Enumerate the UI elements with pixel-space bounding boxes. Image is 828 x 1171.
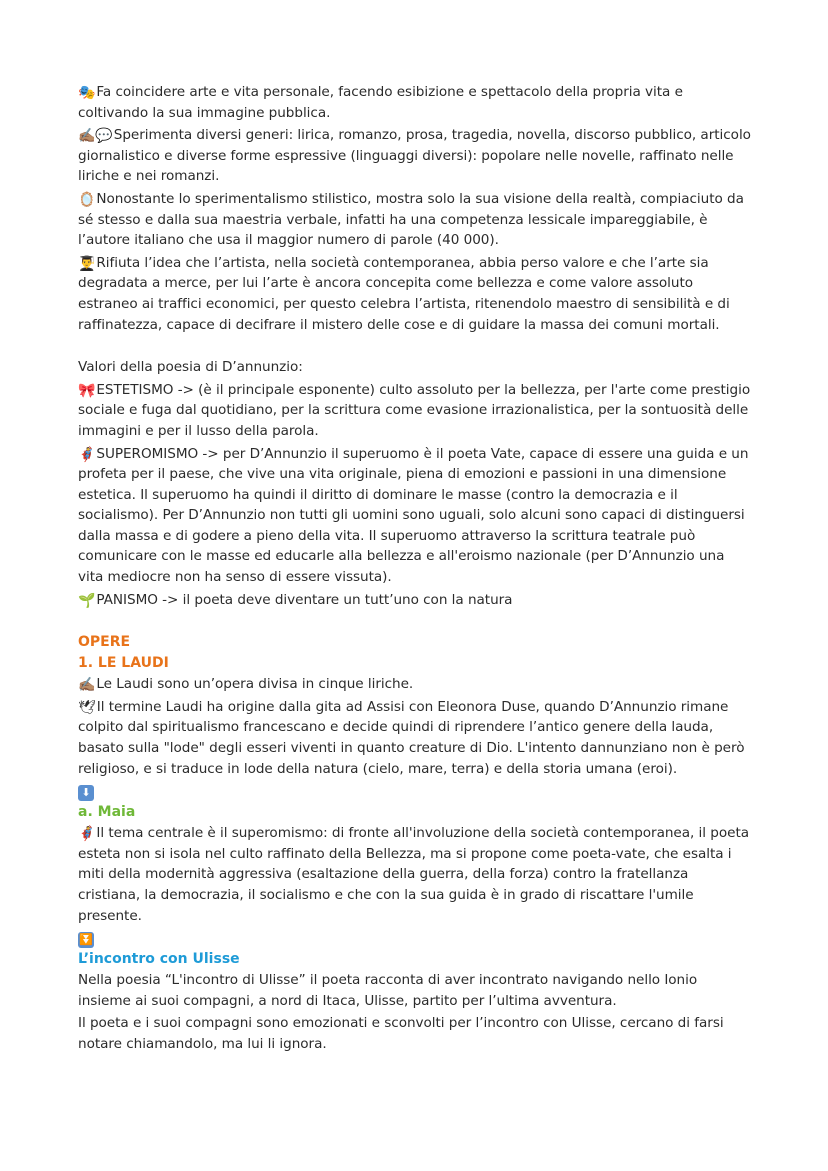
paragraph-text: Rifiuta l’idea che l’artista, nella società contemporanea, abbia perso valore e che l’arte sia degradata a merce, per lui l’arte è ancora concepita come bellezza e come valore assoluto estraneo ai traffici economici, per questo celebra l’artista, ritenendolo maestro di sensibilità e di raffinatezza, capace di decifrare il mistero delle cose e di guidare la massa dei comuni mortali.	[78, 254, 730, 333]
arrow-down-icon: ⬇	[78, 785, 94, 801]
mirror-icon: 🪞	[78, 191, 96, 208]
spacer	[78, 612, 752, 632]
laudi-paragraph-1	[78, 674, 752, 695]
opere-heading: OPERE	[78, 634, 131, 651]
paragraph-text: PANISMO -> il poeta deve diventare un tutt’uno con la natura	[96, 591, 513, 608]
ulisse-paragraph-2: Il poeta e i suoi compagni sono emozionati e sconvolti per l’incontro con Ulisse, cercano di farsi notare chiamandolo, ma lui li ignora.	[78, 1015, 724, 1052]
laudi-heading: 1. LE LAUDI	[78, 655, 169, 672]
maia-heading: a. Maia	[78, 804, 136, 821]
ulisse-paragraph-1: Nella poesia “L'incontro di Ulisse” il poeta racconta di aver incontrato navigando nello Ionio insieme ai suoi compagni, a nord di Itaca, Ulisse, partito per l’ultima avventura.	[78, 972, 698, 1009]
intro-paragraph-1	[78, 82, 752, 123]
ribbon-icon: 🎀	[78, 382, 96, 399]
paragraph-text: Il termine Laudi ha origine dalla gita ad Assisi con Eleonora Duse, quando D’Annunzio rimane colpito dal spiritualismo francescano e decide quindi di riprendere l’antico genere della lauda, basato sulla "lode" degli esseri viventi in quanto creature di Dio. L'intento dannunziano non è però religioso, e si traduce in lode della natura (cielo, mare, terra) e della storia umana (eroi).	[78, 698, 745, 777]
superhero-icon: 🦸	[78, 446, 96, 463]
value-estetismo	[78, 380, 752, 442]
value-panismo	[78, 590, 752, 611]
seedling-icon: 🌱	[78, 592, 96, 609]
paragraph-text: Sperimenta diversi generi: lirica, romanzo, prosa, tragedia, novella, discorso pubblico, articolo giornalistico e diverse forme espressive (linguaggi diversi): popolare nelle novelle, raffinato nelle liriche e nei romanzi.	[78, 127, 751, 185]
paragraph-text: ESTETISMO -> (è il principale esponente) culto assoluto per la bellezza, per l'arte come prestigio sociale e fuga dal quotidiano, per la scrittura come evasione irrazionalistica, per la sontuosità delle immagini e per il lusso della parola.	[78, 381, 751, 439]
double-arrow-down-icon: ⏬	[79, 933, 93, 947]
arrow-down-row-2	[78, 928, 752, 949]
superhero-icon: 🦸	[78, 826, 96, 843]
laudi-paragraph-2	[78, 697, 752, 779]
intro-paragraph-4	[78, 253, 752, 335]
writing-hand-icon: ✍🏽	[78, 677, 96, 694]
paragraph-text: Nonostante lo sperimentalismo stilistico, mostra solo la sua visione della realtà, compiaciuto da sé stesso e dalla sua maestria verbale, infatti ha una competenza lessicale impareggiabile, è l’autore italiano che usa il maggior numero di parole (40 000).	[78, 190, 744, 249]
writing-hand-speech-icon: ✍🏽💬	[78, 128, 113, 145]
intro-paragraph-2	[78, 125, 752, 187]
student-icon: 👨‍🎓	[78, 255, 96, 272]
maia-paragraph	[78, 823, 752, 926]
paragraph-text: Fa coincidere arte e vita personale, facendo esibizione e spettacolo della propria vita e coltivando la sua immagine pubblica.	[78, 84, 683, 121]
ulisse-heading: L’incontro con Ulisse	[78, 951, 240, 968]
arrow-down-row-1	[78, 781, 752, 802]
values-title: Valori della poesia di D’annunzio:	[78, 359, 303, 376]
dove-icon: 🕊	[78, 699, 96, 716]
paragraph-text: SUPEROMISMO -> per D’Annunzio il superuomo è il poeta Vate, capace di essere una guida e un profeta per il paese, che vive una vita originale, piena di emozioni e passioni in una dimensione estetica. Il superuomo ha quindi il diritto di dominare le masse (contro la democrazia e il socialismo). Per D’Annunzio non tutti gli uomini sono uguali, solo alcuni sono capaci di distinguersi dalla massa e di godere a pieno della vita. Il superuomo attraverso la scrittura teatrale può comunicare con le masse ed educarle alla bellezza e all'eroismo nazionale (per D’Annunzio una vita mediocre non ha senso di essere vissuta).	[78, 445, 749, 586]
theater-masks-icon: 🎭	[78, 85, 96, 101]
document-page	[78, 82, 752, 1057]
spacer	[78, 337, 752, 357]
value-superomismo	[78, 444, 752, 588]
paragraph-text: Le Laudi sono un’opera divisa in cinque liriche.	[96, 676, 414, 693]
paragraph-text: Il tema centrale è il superomismo: di fronte all'involuzione della società contemporanea, il poeta esteta non si isola nel culto raffinato della Bellezza, ma si propone come poeta-vate, che esalta i miti della modernità aggressiva (esaltazione della guerra, della forza) contro la fratellanza cristiana, la democrazia, il socialismo e che con la sua guida è in grado di riscattare l'umile presente.	[78, 825, 750, 924]
intro-paragraph-3	[78, 189, 752, 251]
